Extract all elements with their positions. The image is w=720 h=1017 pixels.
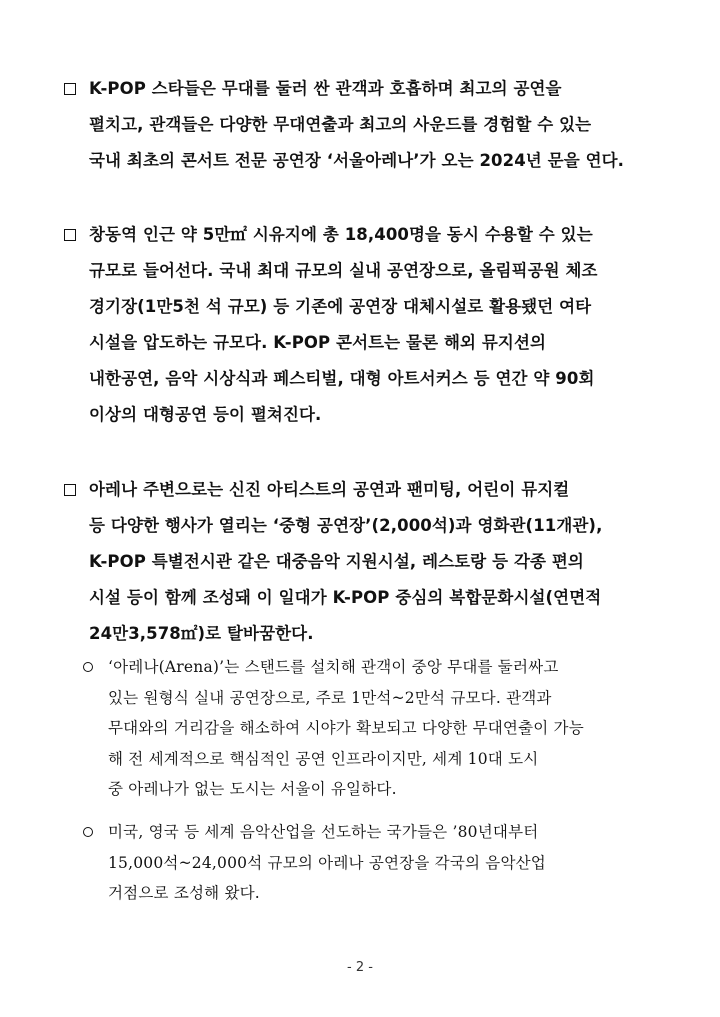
paragraph-line <box>64 580 664 616</box>
checkbox-bullet-icon <box>64 229 76 241</box>
circle-bullet-icon <box>83 662 93 672</box>
sub-item-text: 중 아레나가 없는 도시는 서울이 유일하다. <box>108 780 397 798</box>
paragraph-line <box>64 289 664 325</box>
sub-item-line <box>78 774 668 805</box>
paragraph-line <box>64 397 664 433</box>
checkbox-bullet-icon <box>64 484 76 496</box>
paragraph-text: 등 다양한 행사가 열리는 ‘중형 공연장’(2,000석)과 영화관(11개관), <box>89 516 603 535</box>
paragraph-text: 창동역 인근 약 5만㎡ 시유지에 총 18,400명을 동시 수용할 수 있는 <box>89 225 593 244</box>
sub-item-line <box>78 683 668 714</box>
paragraph-line <box>64 361 664 397</box>
sub-item-text: 거점으로 조성해 왔다. <box>108 884 260 902</box>
sub-item-line <box>78 878 668 909</box>
sub-item-text: 무대와의 거리감을 해소하여 시야가 확보되고 다양한 무대연출이 가능 <box>108 719 584 737</box>
paragraph-line <box>64 143 664 179</box>
paragraph-2 <box>64 217 664 433</box>
paragraph-text: 이상의 대형공연 등이 펼쳐진다. <box>89 405 322 424</box>
paragraph-text: 국내 최초의 콘서트 전문 공연장 ‘서울아레나’가 오는 2024년 문을 연다. <box>89 151 625 170</box>
paragraph-line <box>64 325 664 361</box>
sub-item-line <box>78 652 668 683</box>
sub-item-line <box>78 713 668 744</box>
sub-item-line <box>78 744 668 775</box>
sub-item-line <box>78 848 668 879</box>
paragraph-text: 펼치고, 관객들은 다양한 무대연출과 최고의 사운드를 경험할 수 있는 <box>89 115 592 134</box>
paragraph-text: 아레나 주변으로는 신진 아티스트의 공연과 팬미팅, 어린이 뮤지컬 <box>89 480 570 499</box>
sub-item-line <box>78 817 668 848</box>
paragraph-line <box>64 107 664 143</box>
sub-item-text: ‘아레나(Arena)’는 스탠드를 설치해 관객이 중앙 무대를 둘러싸고 <box>108 658 559 676</box>
sub-item-text: 해 전 세계적으로 핵심적인 공연 인프라이지만, 세계 10대 도시 <box>108 749 539 768</box>
sub-item-text: 15,000석~24,000석 규모의 아레나 공연장을 각국의 음악산업 <box>108 853 546 872</box>
paragraph-text: K-POP 특별전시관 같은 대중음악 지원시설, 레스토랑 등 각종 편의 <box>89 552 584 571</box>
sub-item-1 <box>78 652 668 805</box>
paragraph-text: 내한공연, 음악 시상식과 페스티벌, 대형 아트서커스 등 연간 약 90회 <box>89 369 595 388</box>
sub-item-2 <box>78 817 668 909</box>
paragraph-text: 24만3,578㎡)로 탈바꿈한다. <box>89 624 314 643</box>
paragraph-text: 시설 등이 함께 조성돼 이 일대가 K-POP 중심의 복합문화시설(연면적 <box>89 588 602 607</box>
paragraph-text: K-POP 스타들은 무대를 둘러 싼 관객과 호흡하며 최고의 공연을 <box>89 79 562 98</box>
paragraph-text: 규모로 들어선다. 국내 최대 규모의 실내 공연장으로, 올림픽공원 체조 <box>89 261 598 280</box>
paragraph-line <box>64 253 664 289</box>
paragraph-text: 경기장(1만5천 석 규모) 등 기존에 공연장 대체시설로 활용됐던 여타 <box>89 297 592 316</box>
paragraph-text: 시설을 압도하는 규모다. K-POP 콘서트는 물론 해외 뮤지션의 <box>89 333 547 352</box>
paragraph-line <box>64 472 664 508</box>
sub-item-text: 있는 원형식 실내 공연장으로, 주로 1만석~2만석 규모다. 관객과 <box>108 688 552 707</box>
paragraph-line <box>64 616 664 652</box>
sub-item-text: 미국, 영국 등 세계 음악산업을 선도하는 국가들은 ’80년대부터 <box>108 823 539 841</box>
paragraph-line <box>64 71 664 107</box>
checkbox-bullet-icon <box>64 83 76 95</box>
paragraph-1 <box>64 71 664 179</box>
paragraph-3 <box>64 472 664 652</box>
circle-bullet-icon <box>83 827 93 837</box>
page-number: - 2 - <box>347 960 373 975</box>
paragraph-line <box>64 508 664 544</box>
paragraph-line <box>64 217 664 253</box>
paragraph-line <box>64 544 664 580</box>
